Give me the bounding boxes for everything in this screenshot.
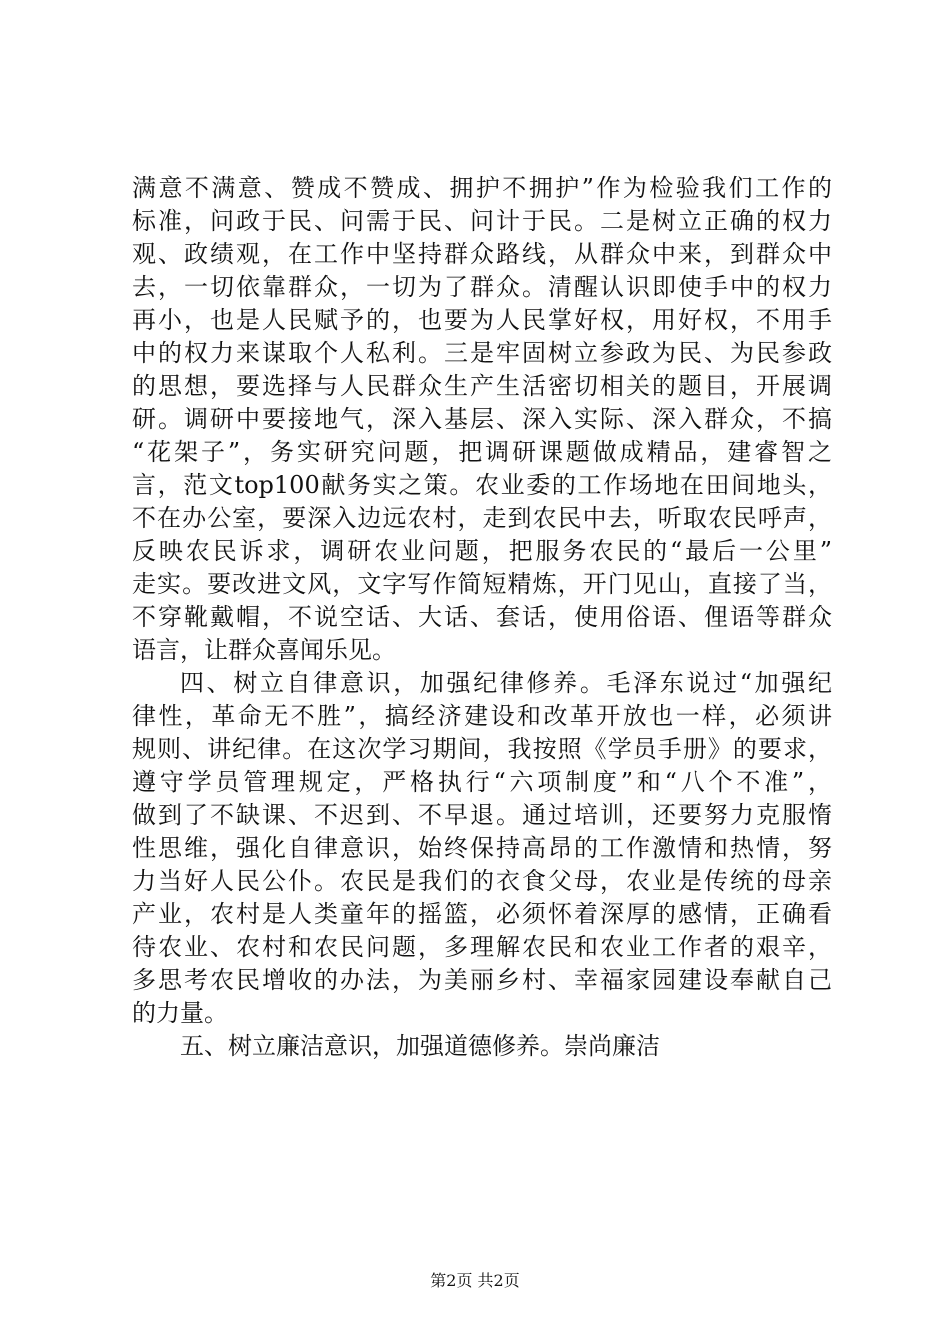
text-line: 言，范文top100献务实之策。农业委的工作场地在田间地头，: [132, 471, 832, 499]
text-line: 规则、讲纪律。在这次学习期间，我按照《学员手册》的要求，: [132, 735, 832, 763]
text-line: 反映农民诉求，调研农业问题，把服务农民的“最后一公里”: [132, 537, 832, 565]
text-line: 性思维，强化自律意识，始终保持高昂的工作激情和热情，努: [132, 834, 832, 862]
paragraph-heading-line: 五、树立廉洁意识，加强道德修养。崇尚廉洁: [180, 1032, 660, 1060]
text-line: 不穿靴戴帽，不说空话、大话、套话，使用俗语、俚语等群众: [132, 603, 832, 631]
text-line: 的力量。: [132, 999, 228, 1027]
body-text: [132, 172, 832, 1063]
text-line: 的思想，要选择与人民群众生产生活密切相关的题目，开展调: [132, 372, 832, 400]
text-line: 待农业、农村和农民问题，多理解农民和农业工作者的艰辛，: [132, 933, 832, 961]
text-line: 做到了不缺课、不迟到、不早退。通过培训，还要努力克服惰: [132, 801, 832, 829]
text-line: 中的权力来谋取个人私利。三是牢固树立参政为民、为民参政: [132, 339, 832, 367]
text-line: 再小，也是人民赋予的，也要为人民掌好权，用好权，不用手: [132, 306, 832, 334]
paragraph-heading-line: 四、树立自律意识，加强纪律修养。毛泽东说过“加强纪: [180, 669, 832, 697]
text-line: 语言，让群众喜闻乐见。: [132, 636, 396, 664]
text-line: 遵守学员管理规定，严格执行“六项制度”和“八个不准”，: [132, 768, 832, 796]
text-line: 力当好人民公仆。农民是我们的衣食父母，农业是传统的母亲: [132, 867, 832, 895]
text-line: 去，一切依靠群众，一切为了群众。清醒认识即使手中的权力: [132, 273, 832, 301]
text-line: 满意不满意、赞成不赞成、拥护不拥护”作为检验我们工作的: [132, 174, 832, 202]
text-line: 不在办公室，要深入边远农村，走到农民中去，听取农民呼声，: [132, 504, 832, 532]
text-line: 律性，革命无不胜”，搞经济建设和改革开放也一样，必须讲: [132, 702, 832, 730]
text-line: 研。调研中要接地气，深入基层、深入实际、深入群众，不搞: [132, 405, 832, 433]
text-line: 观、政绩观，在工作中坚持群众路线，从群众中来，到群众中: [132, 240, 832, 268]
text-line: 标准，问政于民、问需于民、问计于民。二是树立正确的权力: [132, 207, 832, 235]
page-footer: 第2页 共2页: [430, 1271, 520, 1290]
text-line: 走实。要改进文风，文字写作简短精炼，开门见山，直接了当，: [132, 570, 832, 598]
text-line: 多思考农民增收的办法，为美丽乡村、幸福家园建设奉献自己: [132, 966, 832, 994]
text-line: “花架子”，务实研究问题，把调研课题做成精品，建睿智之: [132, 438, 832, 466]
text-line: 产业，农村是人类童年的摇篮，必须怀着深厚的感情，正确看: [132, 900, 832, 928]
